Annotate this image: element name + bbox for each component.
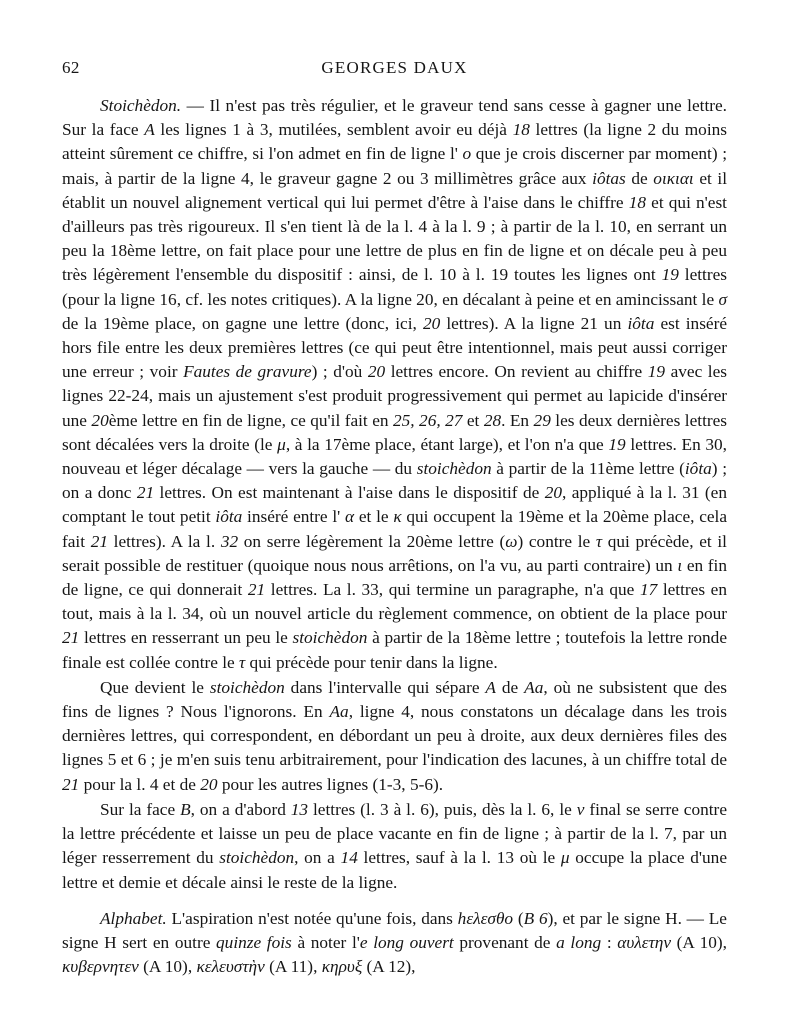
paragraph-aa bbox=[62, 676, 727, 797]
text: lettres. On est maintenant à l'aise dans le dispositif de bbox=[154, 483, 545, 503]
face-ref: Aa bbox=[524, 677, 544, 697]
text: et le bbox=[354, 507, 394, 527]
text: L'aspiration n'est notée qu'une fois, dans bbox=[166, 908, 458, 928]
greek-letter: ω bbox=[505, 531, 518, 551]
face-ref: A bbox=[144, 120, 155, 140]
term: iôtas bbox=[592, 168, 626, 188]
text: et qui n'est d'ailleurs pas très rigoureux. Il s'en tient là de la l. 4 à la l. 9 ; à partir de la l. 10, en serrant un peu la 18ème lettre, on fait place pour une lettre de plus en fin de ligne et on décale peu à peu très légèrement l'ensemble du dispositif : ainsi, de l. 10 à l. 19 toutes les lignes ont bbox=[62, 192, 727, 285]
number: 17 bbox=[639, 580, 658, 600]
greek-letter: ι bbox=[677, 555, 683, 575]
number: 20 bbox=[200, 774, 218, 794]
greek-word: hελεσθο bbox=[457, 908, 514, 928]
text: (A 10), bbox=[138, 957, 197, 977]
text: lettres). A la ligne 21 un bbox=[440, 313, 628, 333]
number: 19 bbox=[647, 362, 666, 382]
text: pour la l. 4 et de bbox=[79, 774, 201, 794]
cross-reference: Fautes de gravure bbox=[183, 362, 312, 382]
emphasis: a long bbox=[556, 932, 602, 952]
text: et bbox=[462, 410, 484, 430]
text: ) ; on a donc bbox=[62, 459, 727, 503]
text: de la 19ème place, on gagne une lettre (donc, ici, bbox=[62, 313, 423, 333]
face-ref: Aa bbox=[329, 702, 349, 722]
text: à partir de la 18ème lettre ; toutefois la lettre ronde finale est collée contre le bbox=[62, 628, 727, 672]
running-title: GEORGES DAUX bbox=[321, 58, 468, 77]
text: lettres (la ligne 2 du moins atteint sûrement ce chiffre, si l'on admet en fin de ligne l' bbox=[62, 120, 727, 164]
greek-letter: ο bbox=[462, 144, 472, 164]
number: 13 bbox=[290, 799, 309, 819]
text: est inséré hors file entre les deux premières lettres (ce qui peut être intentionnel, mais peut aussi corriger une erreur ; voir bbox=[62, 313, 728, 382]
greek-letter: α bbox=[345, 507, 355, 527]
text: de bbox=[495, 677, 525, 697]
number: 21 bbox=[136, 483, 155, 503]
text: lettres. En 30, nouveau et léger décalage — vers la gauche — du bbox=[62, 434, 727, 479]
text: Sur la face bbox=[100, 799, 181, 819]
text: dans l'intervalle qui sépare bbox=[284, 677, 486, 697]
number: 18 bbox=[512, 120, 530, 140]
text: ( bbox=[513, 908, 524, 928]
section-title: Stoichèdon. bbox=[100, 96, 182, 115]
text: que je crois discerner par moment) ; mais, à partir de la ligne 4, le graveur gagne 2 ou 3 millimètres grâce aux bbox=[62, 144, 727, 188]
term: iôta bbox=[684, 459, 712, 479]
greek-word: κελευστὴν bbox=[196, 957, 265, 977]
text: en fin de ligne, ce qui donnerait bbox=[62, 555, 727, 600]
text: à partir de la 11ème lettre ( bbox=[491, 459, 685, 479]
number: 32 bbox=[220, 531, 239, 551]
text: on serre légèrement la 20ème lettre ( bbox=[238, 531, 506, 551]
number: 19 bbox=[608, 434, 626, 454]
number: 20 bbox=[544, 483, 562, 503]
number: 21 bbox=[247, 580, 266, 600]
number: 21 bbox=[62, 628, 80, 648]
paragraph-stoichedon bbox=[62, 94, 727, 675]
greek-word: κυβερνητεν bbox=[62, 957, 139, 977]
text: avec les lignes 22-24, mais un ajustement s'est produit progressivement qui permet au lapicide d'insérer une bbox=[62, 362, 728, 430]
text: (A 10), bbox=[671, 932, 727, 952]
text: (A 11), bbox=[264, 957, 322, 977]
term: stoichèdon bbox=[416, 459, 492, 479]
greek-letter: μ bbox=[560, 848, 570, 868]
text: qui précède, et il serait possible de restituer (quoique nous nous arrêtions, on l'a vu, au parti contraire) un bbox=[62, 531, 727, 575]
text: , appliqué à la l. 31 (en comptant le tout petit bbox=[62, 483, 727, 527]
number: 18 bbox=[628, 192, 646, 212]
number: 21 bbox=[90, 531, 108, 551]
text: final se serre contre la lettre précédente et laisse un peu de place vacante en fin de ligne ; à partir de la l. 7, par un léger resserrement du bbox=[62, 799, 727, 868]
text: ) contre le bbox=[517, 531, 596, 551]
text: : bbox=[601, 932, 618, 952]
text: occupe la place d'une lettre et demie et décale ainsi le reste de la ligne. bbox=[62, 848, 727, 892]
emphasis: quinze fois bbox=[216, 932, 292, 952]
text: , à la 17ème place, étant large), et l'on n'a que bbox=[285, 434, 609, 454]
text: provenant de bbox=[453, 932, 557, 952]
paragraph-face-b bbox=[62, 798, 727, 895]
text: ) ; d'où bbox=[311, 362, 368, 382]
number: 28 bbox=[483, 410, 502, 430]
text: de bbox=[625, 168, 654, 188]
face-ref: B 6 bbox=[523, 908, 548, 928]
term: iôta bbox=[627, 313, 655, 333]
page-header bbox=[62, 58, 727, 84]
text: lettres en resserrant un peu le bbox=[79, 628, 293, 648]
text: Que devient le bbox=[100, 677, 210, 697]
number: 20 bbox=[91, 410, 109, 430]
text: , on a bbox=[294, 848, 341, 868]
text: inséré entre l' bbox=[242, 507, 346, 527]
greek-letter: τ bbox=[595, 531, 603, 551]
greek-word: κηρυξ bbox=[321, 957, 363, 977]
emphasis: e long ouvert bbox=[359, 932, 454, 952]
text: lettres (pour la ligne 16, cf. les notes critiques). A la ligne 20, en décalant à peine et en amincissant le bbox=[62, 265, 727, 309]
text: , où ne subsistent que des fins de lignes ? Nous l'ignorons. En bbox=[62, 677, 728, 722]
text: les lignes 1 à 3, mutilées, semblent avoir eu déjà bbox=[154, 120, 513, 140]
term: stoichèdon bbox=[292, 628, 368, 648]
text: , ligne 4, nous constatons un décalage dans les trois dernières lettres, qui correspondent, en débordant un peu à droite, aux deux dernières files des lignes 5 et 6 ; je m'en suis tenu arbitrairement, pour l'indication des lacunes, à un chiffre total de bbox=[62, 702, 728, 770]
paragraph-alphabet bbox=[62, 907, 727, 980]
greek-letter: μ bbox=[277, 434, 286, 454]
text: pour les autres lignes (1-3, 5-6). bbox=[217, 774, 444, 794]
text: lettres (l. 3 à l. 6), puis, dès la l. 6, le bbox=[308, 799, 577, 819]
greek-word: αυλετην bbox=[617, 932, 672, 952]
greek-letter: σ bbox=[718, 289, 728, 309]
number: 20 bbox=[367, 362, 386, 382]
term: iôta bbox=[215, 507, 243, 527]
text: — Il n'est pas très régulier, et le graveur tend sans cesse à gagner une lettre. Sur la face bbox=[62, 96, 727, 140]
text: lettres en tout, mais à la l. 34, où un nouvel article du règlement commence, on obtient de la place pour bbox=[62, 580, 727, 624]
text: lettres encore. On revient au chiffre bbox=[385, 362, 648, 382]
text: ème lettre en fin de ligne, ce qu'il fait en bbox=[108, 410, 393, 430]
page-number: 62 bbox=[62, 58, 80, 77]
text: lettres. La l. 33, qui termine un paragraphe, n'a que bbox=[265, 580, 640, 600]
text: (A 12), bbox=[362, 957, 416, 977]
number: 25, 26, 27 bbox=[392, 410, 463, 430]
face-ref: B bbox=[180, 799, 191, 819]
main-text bbox=[62, 94, 727, 979]
text: ), et par le signe H. — Le signe H sert en outre bbox=[62, 908, 727, 952]
term: stoichèdon bbox=[219, 848, 295, 868]
text: . En bbox=[501, 410, 534, 430]
text: lettres, sauf à la l. 13 où le bbox=[357, 848, 561, 868]
number: 19 bbox=[661, 265, 679, 285]
text: lettres). A la l. bbox=[107, 531, 221, 551]
text: les deux dernières lettres sont décalées vers la droite (le bbox=[62, 410, 728, 454]
number: 21 bbox=[62, 774, 80, 794]
face-ref: A bbox=[485, 677, 496, 697]
greek-word: οικιαι bbox=[653, 168, 694, 188]
text: qui occupent la 19ème et la 20ème place, cela fait bbox=[62, 507, 728, 551]
number: 14 bbox=[340, 848, 358, 868]
number: 29 bbox=[533, 410, 551, 430]
text: à noter l' bbox=[291, 932, 360, 952]
greek-letter: κ bbox=[393, 507, 402, 527]
text: et il établit un nouvel alignement vertical qui lui permet d'être à l'aise dans le chiffre bbox=[62, 168, 728, 212]
greek-letter: τ bbox=[239, 652, 246, 672]
text: qui précède pour tenir dans la ligne. bbox=[245, 652, 498, 672]
number: 20 bbox=[422, 313, 441, 333]
greek-letter: ν bbox=[576, 799, 585, 819]
term: stoichèdon bbox=[209, 677, 285, 697]
text: , on a d'abord bbox=[190, 799, 291, 819]
section-title: Alphabet. bbox=[100, 908, 167, 928]
